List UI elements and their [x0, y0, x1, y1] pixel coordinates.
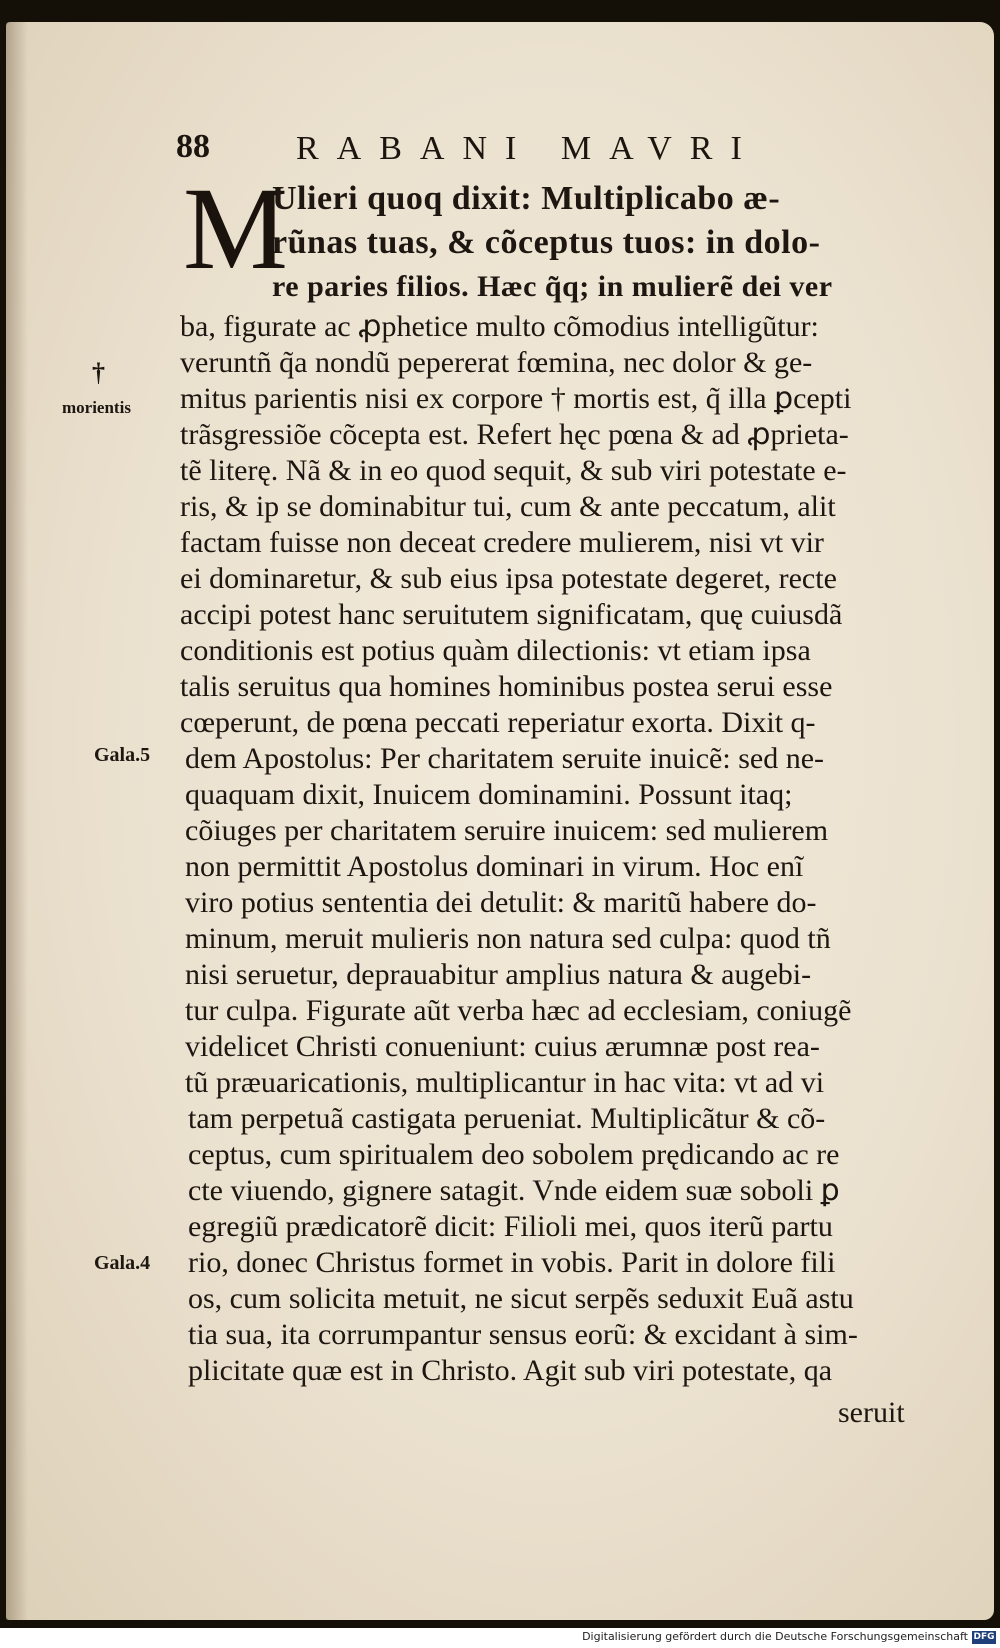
- text-line: cœperunt, de pœna peccati reperiatur exorta. Dixit q-: [180, 706, 816, 739]
- text-line: nisi seruetur, deprauabitur amplius natura & augebi-: [185, 958, 812, 991]
- text-line: ceptus, cum spiritualem deo sobolem prędicando ac re: [188, 1138, 840, 1171]
- running-title: RABANI MAVRI: [296, 130, 760, 167]
- text-line: veruntñ q̃a nondũ pepererat fœmina, nec dolor & ge-: [180, 346, 813, 379]
- text-line: conditionis est potius quàm dilectionis: vt etiam ipsa: [180, 634, 811, 667]
- page-shadow: [6, 22, 28, 1620]
- text-line: viro potius sententia dei detulit: & maritũ habere do-: [185, 886, 817, 919]
- text-line: factam fuisse non deceat credere mulierem, nisi vt vir: [180, 526, 824, 559]
- text-line: ei dominaretur, & sub eius ipsa potestate degeret, recte: [180, 562, 837, 595]
- text-line: egregiũ prædicatorẽ dicit: Filioli mei, quos iterũ partu: [188, 1210, 833, 1243]
- text-line: non permittit Apostolus dominari in virum. Hoc enĩ: [185, 850, 804, 883]
- text-line: cte viuendo, gignere satagit. Vnde eidem suæ soboli ꝑ: [188, 1174, 840, 1207]
- text-line: mitus parientis nisi ex corpore † mortis est, q̃ illa ꝑcepti: [180, 382, 852, 415]
- text-line: talis seruitus qua homines hominibus postea serui esse: [180, 670, 833, 703]
- catchword: seruit: [838, 1396, 905, 1429]
- text-line: tia sua, ita corrumpantur sensus eorũ: & excidant à sim-: [188, 1318, 858, 1351]
- margin-note-morientis: morientis: [62, 398, 131, 417]
- text-line: Ulieri quoq dixit: Multiplicabo æ-: [272, 180, 781, 217]
- dagger-mark: †: [92, 358, 105, 387]
- text-line: rio, donec Christus formet in vobis. Parit in dolore fili: [188, 1246, 836, 1279]
- text-line: re paries filios. Hæc q̃q; in mulierẽ dei ver: [272, 270, 833, 303]
- text-line: videlicet Christi conueniunt: cuius ærumnæ post rea-: [185, 1030, 820, 1063]
- text-line: tur culpa. Figurate aũt verba hæc ad ecclesiam, coniugẽ: [185, 994, 852, 1027]
- text-line: minum, meruit mulieris non natura sed culpa: quod tñ: [185, 922, 831, 955]
- text-line: tam perpetuã castigata perueniat. Multiplicãtur & cõ-: [188, 1102, 826, 1135]
- digitization-credit: Digitalisierung gefördert durch die Deutsche Forschungsgemeinschaft: [582, 1630, 968, 1643]
- text-line: os, cum solicita metuit, ne sicut serpẽs seduxit Euã astu: [188, 1282, 854, 1315]
- text-line: plicitate quæ est in Christo. Agit sub viri potestate, qa: [188, 1354, 833, 1387]
- text-line: quaquam dixit, Inuicem dominamini. Possunt itaq;: [185, 778, 793, 811]
- margin-note-gala4: Gala.4: [94, 1252, 151, 1274]
- text-line: tũ præuaricationis, multiplicantur in hac vita: vt ad vi: [185, 1066, 825, 1099]
- footer-bar: [0, 1628, 1000, 1648]
- text-line: ris, & ip se dominabitur tui, cum & ante peccatum, alit: [180, 490, 836, 523]
- text-line: accipi potest hanc seruitutem significatam, quę cuiusdã: [180, 598, 843, 631]
- margin-note-gala5: Gala.5: [94, 744, 151, 766]
- dfg-logo: DFG: [973, 1632, 995, 1642]
- text-line: rũnas tuas, & cõceptus tuos: in dolo-: [272, 224, 821, 261]
- page-number: 88: [176, 128, 210, 165]
- initial-letter: M: [183, 163, 288, 294]
- text-line: tẽ literę. Nã & in eo quod sequit, & sub viri potestate e-: [180, 454, 847, 487]
- text-line: trãsgressiõe cõcepta est. Refert hęc pœna & ad ꝓprieta-: [180, 418, 849, 451]
- text-line: ba, figurate ac ꝓphetice multo cõmodius intelligũtur:: [180, 310, 819, 343]
- text-line: cõiuges per charitatem seruire inuicem: sed mulierem: [185, 814, 829, 847]
- text-line: dem Apostolus: Per charitatem seruite inuicẽ: sed ne-: [185, 742, 824, 775]
